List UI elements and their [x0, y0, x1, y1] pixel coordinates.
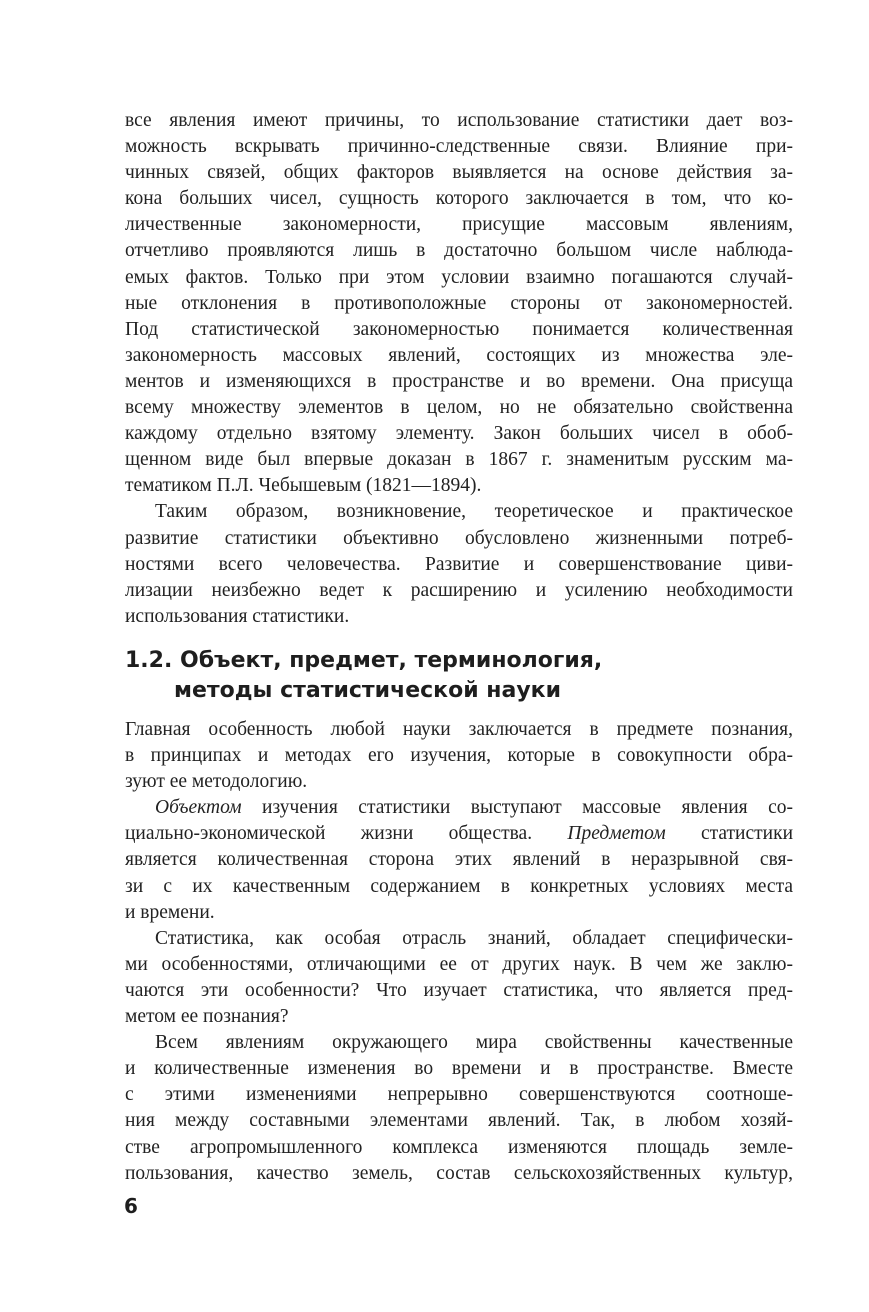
- term-subject: Предметом: [567, 823, 666, 845]
- text-line: и количественные изменения во времени и в пространстве. Вместе: [125, 1058, 793, 1080]
- text-line: чинных связей, общих факторов выявляется на основе действия за-: [125, 162, 793, 184]
- text-fragment: статистики: [665, 823, 794, 845]
- text-fragment: циально-экономической жизни общества.: [125, 823, 568, 845]
- text-line: является количественная сторона этих явлений в неразрывной свя-: [125, 849, 793, 871]
- text-line: отчетливо проявляются лишь в достаточно большом числе наблюда-: [125, 240, 793, 262]
- text-line: Таким образом, возникновение, теоретическое и практическое: [155, 501, 793, 523]
- text-line: Статистика, как особая отрасль знаний, обладает специфически-: [155, 927, 793, 949]
- text-line: лизации неизбежно ведет к расширению и усилению необходимости: [125, 579, 793, 601]
- text-line: тематиком П.Л. Чебышевым (1821—1894).: [125, 475, 482, 497]
- text-line: ментов и изменяющихся в пространстве и во времени. Она присуща: [125, 370, 793, 392]
- text-line: ния между составными элементами явлений. Так, в любом хозяй-: [125, 1110, 793, 1132]
- text-line: Под статистической закономерностью понимается количественная: [125, 318, 793, 340]
- text-line: можность вскрывать причинно-следственные связи. Влияние при-: [125, 136, 793, 158]
- text-line: чаются эти особенности? Что изучает статистика, что является пред-: [125, 979, 793, 1001]
- text-line: ностями всего человечества. Развитие и совершенствование циви-: [125, 553, 793, 575]
- section-heading-line: 1.2. Объект, предмет, терминология,: [125, 648, 603, 673]
- text-line: стве агропромышленного комплекса изменяются площадь земле-: [125, 1136, 793, 1158]
- section-heading: [125, 646, 602, 706]
- text-line: в принципах и методах его изучения, которые в совокупности обра-: [125, 745, 793, 767]
- text-line: зуют ее методологию.: [125, 771, 308, 793]
- term-object: Объектом: [155, 797, 242, 819]
- text-line: каждому отдельно взятому элементу. Закон больших чисел в обоб-: [125, 423, 793, 445]
- text-line: ные отклонения в противоположные стороны от закономерностей.: [125, 292, 793, 314]
- section-heading-line: методы статистической науки: [174, 678, 562, 703]
- text-line: кона больших чисел, сущность которого заключается в том, что ко-: [125, 188, 793, 210]
- text-line: [125, 821, 793, 847]
- text-line: емых фактов. Только при этом условии взаимно погашаются случай-: [125, 266, 793, 288]
- text-line: все явления имеют причины, то использование статистики дает воз-: [125, 110, 793, 131]
- text-line: использования статистики.: [125, 605, 350, 627]
- text-line: закономерность массовых явлений, состоящих из множества эле-: [125, 344, 793, 366]
- text-line: [125, 795, 793, 821]
- text-line: развитие статистики объективно обусловлено жизненными потреб-: [125, 527, 793, 549]
- text-line: щенном виде был впервые доказан в 1867 г. знаменитым русским ма-: [125, 449, 793, 471]
- text-line: ми особенностями, отличающими ее от других наук. В чем же заклю-: [125, 953, 793, 975]
- text-line: и времени.: [125, 901, 215, 923]
- text-line: зи с их качественным содержанием в конкретных условиях места: [125, 875, 793, 897]
- text-line: Главная особенность любой науки заключается в предмете познания,: [125, 719, 793, 740]
- text-line: с этими изменениями непрерывно совершенствуются соотноше-: [125, 1084, 793, 1106]
- text-line: всему множеству элементов в целом, но не обязательно свойственна: [125, 397, 793, 419]
- body-text-top: [125, 108, 793, 630]
- text-fragment: изучения статистики выступают массовые явления со-: [241, 797, 793, 819]
- text-line: Всем явлениям окружающего мира свойственны качественные: [155, 1032, 793, 1054]
- page-number: 6: [124, 1194, 138, 1218]
- body-text-bottom: [125, 717, 793, 1187]
- text-line: личественные закономерности, присущие массовым явлениям,: [125, 214, 793, 236]
- text-line: пользования, качество земель, состав сельскохозяйственных культур,: [125, 1162, 793, 1184]
- text-line: метом ее познания?: [125, 1006, 289, 1028]
